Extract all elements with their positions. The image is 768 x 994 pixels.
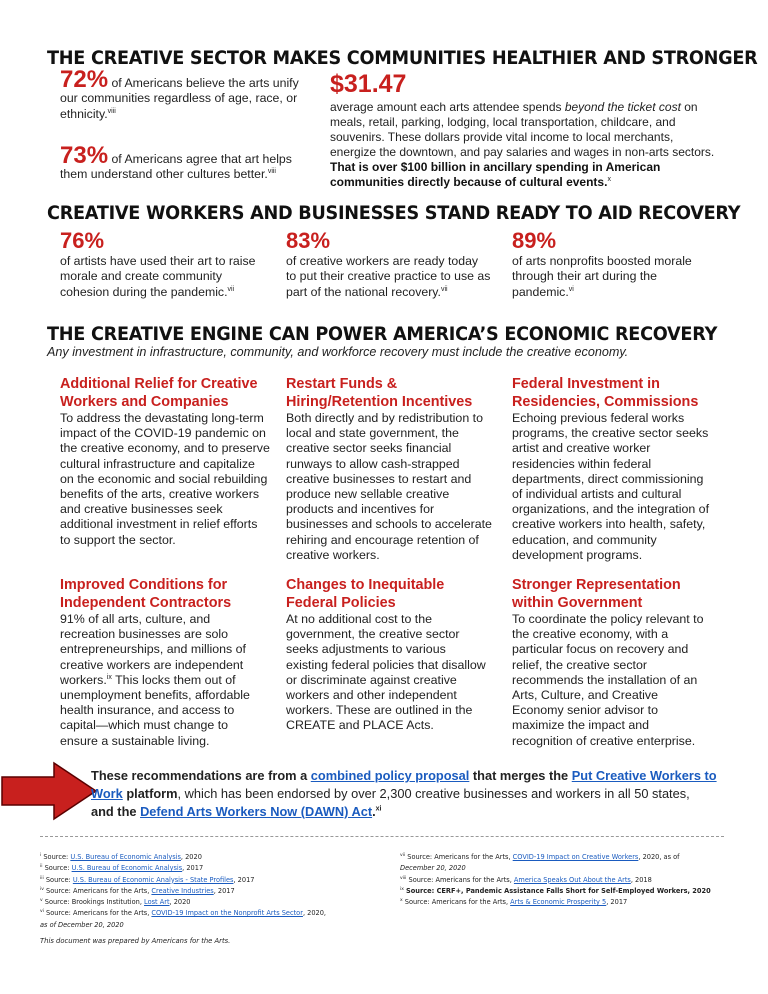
stat-73 (60, 142, 322, 183)
footnote-text: Source: Americans for the Arts, (408, 875, 514, 884)
stat-bold: That is over $100 billion in ancillary spending in American communities directly because of cultural events. (330, 160, 661, 189)
footnote-text: , 2017 (606, 898, 628, 907)
footnote-line (40, 920, 326, 931)
footnote-text: as of December 20, 2020 (40, 920, 124, 929)
footnote-line (400, 886, 711, 897)
stat-spend-value: $31.47 (330, 70, 407, 98)
callout-segment: , which has been endorsed by over 2,300 creative businesses and workers in all 50 states, (177, 786, 690, 801)
prepared-by: This document was prepared by Americans for the Arts. (40, 937, 231, 945)
footnote-text: Source: Americans for the Arts, (407, 853, 513, 861)
policy-body: Echoing previous federal works programs, the creative sector seeks artist and creative worker residencies within federal departments, direct commissioning of individual artists and cultural organizations, and the integration of creative workers into health, safety, education, and community development programs. (512, 411, 710, 562)
stat-83 (286, 228, 491, 300)
footnote-text: , 2020 (169, 898, 191, 907)
policy-contractors (60, 576, 268, 749)
footnote-text: Employed Workers, 2020 (618, 886, 711, 895)
policy-residencies (512, 375, 712, 563)
stat-text: average amount each arts attendee spends (330, 100, 565, 114)
policy-heading: Federal Investment in Residencies, Commissions (512, 376, 699, 410)
footnote-text: , 2017 (182, 864, 204, 873)
footnote-link[interactable]: U.S. Bureau of Economic Analysis (71, 864, 183, 873)
footnote-text: Source: Americans for the Arts, (404, 898, 511, 907)
footnote-mark: i (40, 852, 42, 858)
footnotes-right (400, 852, 711, 908)
footnote-text: Source: (44, 864, 72, 873)
footnotes-left (40, 852, 326, 931)
policy-federal (286, 576, 491, 734)
footnote-link[interactable]: Lost Art (144, 898, 170, 907)
footnote-divider (40, 836, 724, 837)
policy-body: Both directly and by redistribution to local and state government, the creative sector seeks financial runways to allow cash-strapped creative businesses to restart and produce new sellable creative products and incentives for businesses and schools to accelerate rehiring and encourage retention of creative workers. (286, 411, 492, 562)
stat-text: on meals, retail, parking, lodging, local transportation, childcare, and souvenirs. These dollars provide vital income to local merchants, energize the downtown, and pay salaries and wages in non-arts sectors. (330, 100, 715, 159)
footnote-ref: vii (227, 285, 235, 293)
policy-body: This locks them out of unemployment benefits, affordable health insurance, and access to capital—which must change to ensure a sustainable living. (60, 672, 250, 748)
footnote-line (40, 863, 326, 874)
footnote-line (400, 852, 711, 863)
footnote-line (40, 897, 326, 908)
stat-value: 83% (286, 228, 331, 253)
footnote-ref: viii (267, 168, 276, 176)
footnote-mark: x (400, 898, 403, 903)
footnote-mark: vii (400, 852, 406, 858)
footnote-ref: vii (440, 285, 448, 293)
stat-text: of artists have used their art to raise morale and create community cohesion during the pandemic. (60, 254, 256, 299)
footnote-mark: v (40, 898, 43, 903)
footnote-line (40, 886, 326, 897)
policy-body: To coordinate the policy relevant to the creative economy, with a particular focus on recovery and relief, the creative sector recommends the installation of an Arts, Culture, and Creative Economy senior advisor to maximize the impact and recognition of creative enterprise. (512, 612, 704, 748)
footnote-text: , 2017 (233, 875, 255, 884)
policy-heading: Restart Funds & Hiring/Retention Incentives (286, 376, 473, 410)
footnote-text: Source: (43, 853, 71, 861)
link-dawn-act[interactable]: Defend Arts Workers Now (DAWN) Act (140, 804, 373, 819)
callout-segment: platform (122, 786, 178, 801)
footnote-text: Source: Americans for the Arts, (46, 886, 152, 895)
section2-title: CREATIVE WORKERS AND BUSINESSES STAND READY TO AID RECOVERY (47, 202, 741, 224)
stat-value: 73% (60, 142, 109, 169)
link-put-creative-workers[interactable]: Put Creative Workers to Work (91, 768, 717, 801)
stat-72 (60, 66, 310, 122)
stat-value: 72% (60, 66, 109, 93)
footnote-link[interactable]: America Speaks Out About the Arts (513, 875, 631, 884)
footnote-line (40, 875, 326, 886)
callout-segment: . (372, 804, 376, 819)
stat-value: 76% (60, 228, 105, 253)
policy-heading: Stronger Representation within Government (512, 577, 681, 611)
footnote-mark: vi (40, 909, 44, 915)
policy-restart (286, 375, 498, 563)
footnote-line (400, 897, 711, 908)
policy-body: At no additional cost to the government, the creative sector seeks adjustments to various existing federal policies that disallow or discriminate against creative workers and other independent workers. These are outlined in the CREATE and PLACE Acts. (286, 612, 486, 733)
footnote-link[interactable]: Creative Industries (151, 886, 214, 895)
footnote-ref: viii (107, 107, 116, 115)
footnote-link[interactable]: Arts & Economic Prosperity 5 (510, 898, 607, 907)
stat-spend-text (330, 100, 715, 190)
arrow-right-icon (0, 760, 100, 822)
footnote-text: Source: (45, 875, 73, 884)
section3-title: THE CREATIVE ENGINE CAN POWER AMERICA’S ECONOMIC RECOVERY (47, 323, 718, 345)
section3-subtitle: Any investment in infrastructure, community, and workforce recovery must include the creative economy. (47, 345, 629, 359)
footnote-mark: iii (40, 875, 44, 881)
footnote-text: December 20, 2020 (400, 864, 466, 873)
stat-text: of Americans believe the arts unify our communities regardless of age, race, or ethnicity. (60, 76, 299, 121)
footnote-ref: xi (375, 805, 382, 813)
footnote-line (400, 863, 711, 874)
stat-76 (60, 228, 260, 300)
stat-text: of arts nonprofits boosted morale through their art during the pandemic. (512, 254, 692, 299)
footnote-text: , 2020, (302, 909, 327, 918)
footnote-link[interactable]: COVID-19 Impact on the Nonprofit Arts Sector (151, 909, 303, 918)
footnote-text: , 2020, as of (638, 853, 680, 861)
link-combined-policy-proposal[interactable]: combined policy proposal (310, 768, 470, 783)
stat-value: 89% (512, 228, 557, 253)
policy-relief (60, 375, 270, 548)
footnote-text: , 2018 (630, 875, 652, 884)
footnote-line (40, 908, 326, 919)
footnote-mark: viii (400, 875, 407, 881)
callout-segment: that merges the (469, 768, 572, 783)
footnote-text: Source: Americans for the Arts, (46, 909, 152, 918)
footnote-ref: vi (568, 285, 574, 293)
stat-text: of Americans agree that art helps them understand other cultures better. (60, 152, 292, 182)
footnote-text: Source: Brookings Institution, (44, 898, 145, 907)
policy-heading: Improved Conditions for Independent Contractors (60, 577, 232, 611)
footnote-line (400, 875, 711, 886)
footnote-line (40, 852, 326, 863)
callout-text (91, 767, 731, 821)
policy-heading: Additional Relief for Creative Workers and Companies (60, 376, 258, 410)
footnote-text: , 2020 (180, 853, 202, 861)
callout-segment: These recommendations are from a (91, 768, 311, 783)
footnote-mark: iv (40, 886, 44, 892)
footnote-mark: ii (40, 864, 43, 870)
policy-heading: Changes to Inequitable Federal Policies (286, 577, 445, 611)
footnote-link[interactable]: U.S. Bureau of Economic Analysis (70, 853, 181, 861)
section1-title: THE CREATIVE SECTOR MAKES COMMUNITIES HEALTHIER AND STRONGER (47, 47, 758, 69)
policy-body: To address the devastating long-term impact of the COVID-19 pandemic on the creative economy, and to preserve cultural infrastructure and capitalize on the economic and social rebuilding benefits of the arts, creative workers and creative businesses seek additional investment in relief efforts to support the sector. (60, 411, 270, 547)
footnote-ref: ix (106, 673, 112, 681)
footnote-mark: ix (400, 886, 404, 892)
stat-emphasis: beyond the ticket cost (564, 100, 681, 114)
stat-89 (512, 228, 707, 300)
policy-body: 91% of all arts, culture, and recreation businesses are solo entrepreneurships, and millions of creative workers are independent workers. (60, 612, 246, 687)
policy-representation (512, 576, 712, 749)
footnote-text: , 2017 (213, 886, 235, 895)
stat-text: of creative workers are ready today to put their creative practice to use as part of the national recovery. (286, 254, 491, 299)
footnote-ref: x (607, 176, 611, 183)
footnote-link[interactable]: U.S. Bureau of Economic Analysis - State Profiles (72, 875, 234, 884)
callout-segment: and the (91, 804, 141, 819)
footnote-text: Source: CERF+, Pandemic Assistance Falls Short for Self- (406, 886, 619, 895)
footnote-link[interactable]: COVID-19 Impact on Creative Workers (512, 853, 639, 861)
